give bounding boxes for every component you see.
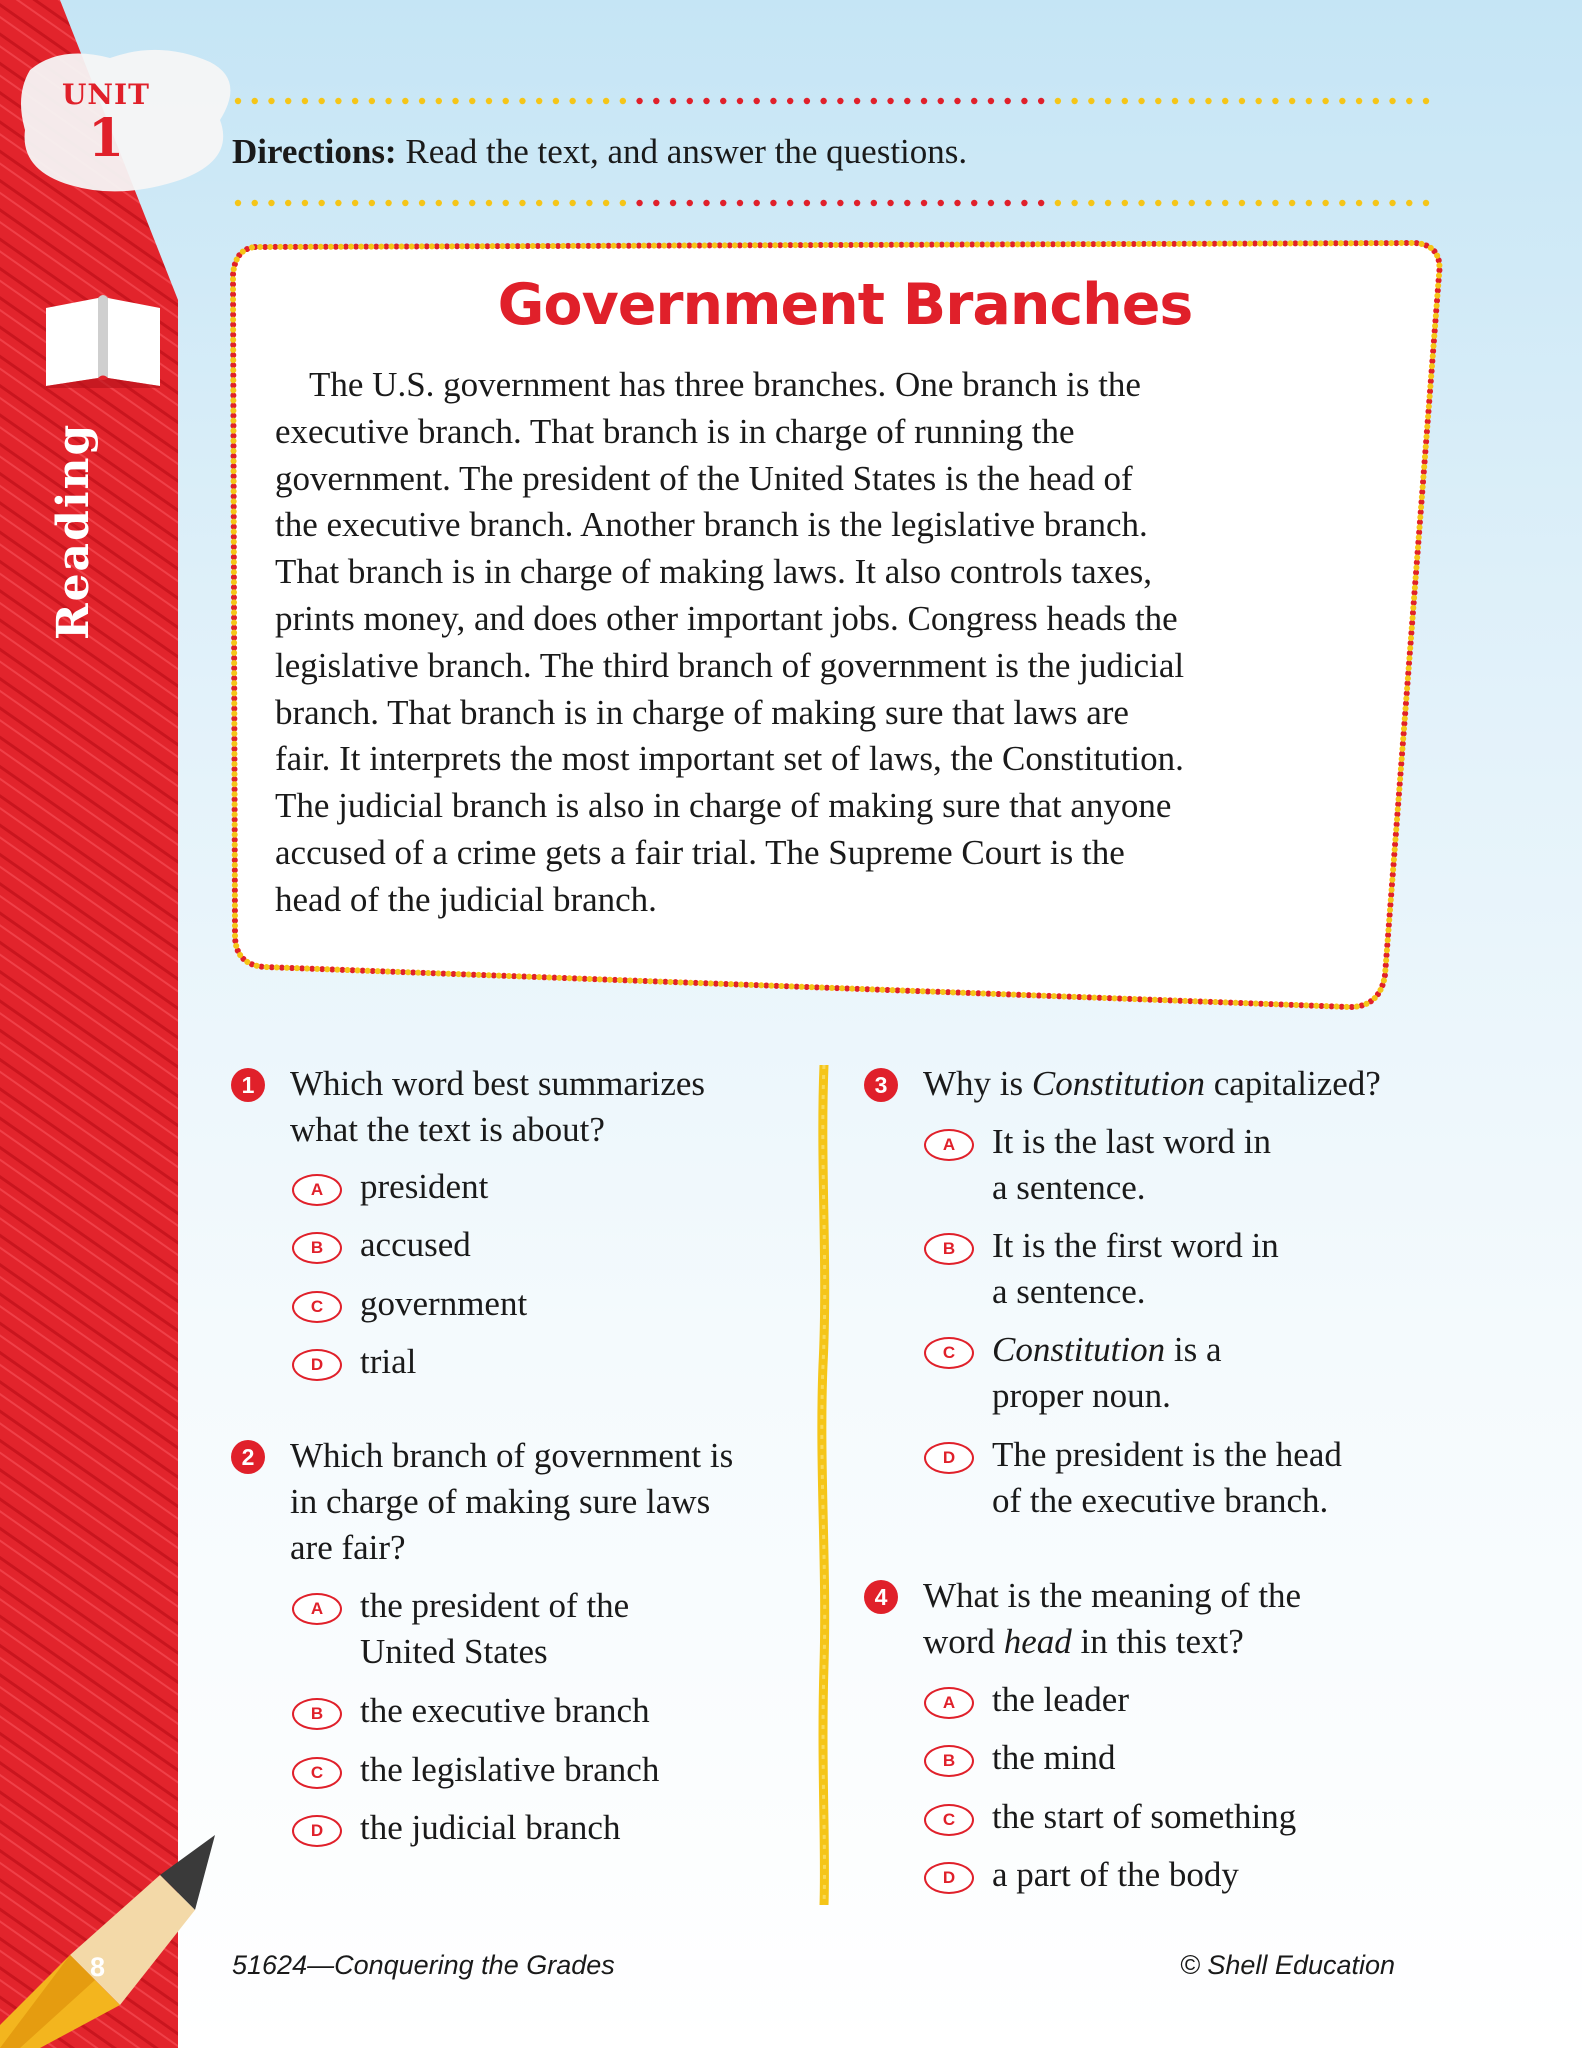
choice-text: the mind <box>992 1738 1116 1777</box>
rule-dot <box>837 98 843 104</box>
rule-dot <box>335 200 341 206</box>
passage-line: the executive branch. Another branch is the legislative branch. <box>275 505 1148 545</box>
rule-dot <box>837 200 843 206</box>
rule-dot <box>754 98 760 104</box>
question-line: are fair? <box>290 1528 406 1567</box>
rule-dot <box>1373 200 1379 206</box>
passage-line: legislative branch. The third branch of government is the judicial <box>275 645 1185 685</box>
rule-dot <box>1055 200 1061 206</box>
question-line: Which branch of government is <box>290 1436 734 1475</box>
rule-dot <box>770 98 776 104</box>
passage-line: head of the judicial branch. <box>275 879 657 919</box>
choice-line: of the executive branch. <box>992 1481 1329 1520</box>
question-line: what the text is about? <box>290 1110 605 1149</box>
rule-dot <box>469 98 475 104</box>
rule-dot <box>519 98 525 104</box>
rule-dot <box>787 98 793 104</box>
question-number: 1 <box>231 1068 265 1102</box>
rule-dot <box>653 98 659 104</box>
rule-dot <box>1222 98 1228 104</box>
question-text <box>923 1573 1301 1665</box>
rule-dot <box>1373 98 1379 104</box>
passage-line: prints money, and does other important jobs. Congress heads the <box>275 598 1178 638</box>
rule-dot <box>1406 200 1412 206</box>
rule-dot <box>318 98 324 104</box>
rule-dot <box>1172 98 1178 104</box>
rule-dot <box>369 98 375 104</box>
rule-dot <box>703 200 709 206</box>
rule-dot <box>670 98 676 104</box>
dotted-rule-bottom <box>232 198 1432 208</box>
rule-dot <box>988 98 994 104</box>
rule-dot <box>1172 200 1178 206</box>
rule-dot <box>854 98 860 104</box>
rule-dot <box>385 200 391 206</box>
answer-bubble[interactable]: A <box>924 1129 974 1161</box>
choice-line: It is the last word in <box>992 1122 1271 1161</box>
directions-label: Directions: <box>232 132 397 171</box>
rule-dot <box>871 98 877 104</box>
rule-dot <box>235 98 241 104</box>
question-number: 2 <box>231 1440 265 1474</box>
rule-dot <box>1004 98 1010 104</box>
rule-dot <box>436 200 442 206</box>
rule-dot <box>402 98 408 104</box>
rule-dot <box>302 200 308 206</box>
rule-dot <box>687 200 693 206</box>
rule-dot <box>1071 98 1077 104</box>
rule-dot <box>737 98 743 104</box>
rule-dot <box>904 200 910 206</box>
choice-text: trial <box>360 1342 417 1381</box>
passage-title: Government Branches <box>497 272 1193 338</box>
passage-body <box>275 362 1335 924</box>
choice-text <box>992 1223 1279 1315</box>
answer-bubble[interactable]: D <box>924 1442 974 1474</box>
rule-dot <box>921 200 927 206</box>
choice-line: a sentence. <box>992 1272 1146 1311</box>
rule-dot <box>252 200 258 206</box>
answer-bubble[interactable]: B <box>924 1233 974 1265</box>
rule-dot <box>1105 200 1111 206</box>
rule-dot <box>235 200 241 206</box>
rule-dot <box>1289 98 1295 104</box>
choice-line: proper noun. <box>992 1376 1171 1415</box>
rule-dot <box>486 200 492 206</box>
rule-dot <box>636 200 642 206</box>
rule-dot <box>787 200 793 206</box>
rule-dot <box>971 98 977 104</box>
question-line: in charge of making sure laws <box>290 1482 711 1521</box>
rule-dot <box>369 200 375 206</box>
answer-bubble[interactable]: B <box>292 1698 342 1730</box>
rule-dot <box>687 98 693 104</box>
answer-bubble[interactable]: C <box>292 1757 342 1789</box>
rule-dot <box>335 98 341 104</box>
rule-dot <box>569 98 575 104</box>
rule-dot <box>1306 200 1312 206</box>
answer-bubble[interactable]: D <box>924 1862 974 1894</box>
rule-dot <box>1189 200 1195 206</box>
rule-dot <box>938 98 944 104</box>
rule-dot <box>252 98 258 104</box>
column-divider <box>812 1065 836 1905</box>
rule-dot <box>385 98 391 104</box>
rule-dot <box>1071 200 1077 206</box>
rule-dot <box>586 200 592 206</box>
unit-label: UNIT <box>62 78 150 111</box>
choice-rest: is a <box>1165 1330 1222 1369</box>
rule-dot <box>1088 98 1094 104</box>
question-line <box>923 1619 1301 1665</box>
rule-dot <box>1038 98 1044 104</box>
rule-dot <box>1423 200 1429 206</box>
question-line: Which word best summarizes <box>290 1064 706 1103</box>
rule-dot <box>1222 200 1228 206</box>
passage-line: That branch is in charge of making laws. It also controls taxes, <box>275 552 1153 592</box>
choice-text: the legislative branch <box>360 1750 660 1789</box>
rule-dot <box>1239 98 1245 104</box>
question-italic-word: Constitution <box>1031 1064 1205 1103</box>
rule-dot <box>1255 200 1261 206</box>
rule-dot <box>469 200 475 206</box>
choice-text: a part of the body <box>992 1855 1239 1894</box>
passage-line: government. The president of the United States is the head of <box>275 458 1133 498</box>
choice-text <box>360 1583 629 1675</box>
rule-dot <box>1155 200 1161 206</box>
rule-dot <box>1021 200 1027 206</box>
rule-dot <box>1088 200 1094 206</box>
question-text <box>923 1061 1381 1107</box>
question-prefix: Why is <box>923 1064 1032 1103</box>
rule-dot <box>536 200 542 206</box>
rule-dot <box>536 98 542 104</box>
rule-dot <box>1339 200 1345 206</box>
rule-dot <box>1389 200 1395 206</box>
rule-dot <box>1138 98 1144 104</box>
rule-dot <box>1155 98 1161 104</box>
question-line: What is the meaning of the <box>923 1576 1302 1615</box>
rule-dot <box>503 200 509 206</box>
question-line <box>923 1061 1381 1107</box>
rule-dot <box>620 98 626 104</box>
choice-text <box>992 1432 1342 1524</box>
choice-text: the leader <box>992 1680 1129 1719</box>
answer-bubble[interactable]: C <box>924 1337 974 1369</box>
rule-dot <box>887 98 893 104</box>
rule-dot <box>436 98 442 104</box>
rule-dot <box>770 200 776 206</box>
rule-dot <box>938 200 944 206</box>
rule-dot <box>1122 98 1128 104</box>
rule-dot <box>519 200 525 206</box>
rule-dot <box>904 98 910 104</box>
answer-bubble[interactable]: A <box>924 1687 974 1719</box>
directions-text: Read the text, and answer the questions. <box>405 132 968 171</box>
answer-bubble[interactable]: A <box>292 1593 342 1625</box>
open-book-icon <box>38 278 168 388</box>
rule-dot <box>268 200 274 206</box>
rule-dot <box>569 200 575 206</box>
subject-label: Reading <box>48 422 99 640</box>
rule-dot <box>1406 98 1412 104</box>
rule-dot <box>586 98 592 104</box>
rule-dot <box>1205 200 1211 206</box>
rule-dot <box>954 98 960 104</box>
rule-dot <box>954 200 960 206</box>
rule-dot <box>737 200 743 206</box>
rule-dot <box>871 200 877 206</box>
choice-text: accused <box>360 1225 471 1264</box>
rule-dot <box>921 98 927 104</box>
passage-line: fair. It interprets the most important set of laws, the Constitution. <box>275 739 1184 779</box>
passage-line: branch. That branch is in charge of making sure that laws are <box>275 692 1129 732</box>
question-italic-word: head <box>1003 1622 1072 1661</box>
rule-dot <box>636 98 642 104</box>
dotted-rule-top <box>232 96 1432 106</box>
rule-dot <box>653 200 659 206</box>
rule-dot <box>452 98 458 104</box>
rule-dot <box>1038 200 1044 206</box>
choice-line <box>992 1327 1221 1373</box>
choice-text: the executive branch <box>360 1691 650 1730</box>
rule-dot <box>620 200 626 206</box>
rule-dot <box>887 200 893 206</box>
rule-dot <box>553 98 559 104</box>
answer-bubble[interactable]: A <box>292 1174 342 1206</box>
rule-dot <box>1138 200 1144 206</box>
rule-dot <box>1189 98 1195 104</box>
rule-dot <box>1289 200 1295 206</box>
rule-dot <box>1272 200 1278 206</box>
rule-dot <box>1021 98 1027 104</box>
rule-dot <box>603 200 609 206</box>
question-number: 3 <box>864 1068 898 1102</box>
choice-line: the president of the <box>360 1586 630 1625</box>
rule-dot <box>670 200 676 206</box>
rule-dot <box>1239 200 1245 206</box>
choice-italic-word: Constitution <box>992 1330 1166 1369</box>
rule-dot <box>268 98 274 104</box>
rule-dot <box>402 200 408 206</box>
rule-dot <box>720 200 726 206</box>
rule-dot <box>352 98 358 104</box>
rule-dot <box>352 200 358 206</box>
rule-dot <box>452 200 458 206</box>
answer-bubble[interactable]: C <box>924 1804 974 1836</box>
question-suffix: capitalized? <box>1204 1064 1381 1103</box>
rule-dot <box>971 200 977 206</box>
rule-dot <box>1356 98 1362 104</box>
rule-dot <box>1105 98 1111 104</box>
rule-dot <box>1356 200 1362 206</box>
rule-dot <box>720 98 726 104</box>
question-suffix: in this text? <box>1071 1622 1244 1661</box>
choice-text: president <box>360 1167 489 1206</box>
answer-bubble[interactable]: B <box>292 1232 342 1264</box>
rule-dot <box>988 200 994 206</box>
rule-dot <box>302 98 308 104</box>
rule-dot <box>804 200 810 206</box>
rule-dot <box>419 200 425 206</box>
rule-dot <box>419 98 425 104</box>
passage-line: executive branch. That branch is in charge of running the <box>275 411 1075 451</box>
choice-text: government <box>360 1284 528 1323</box>
directions <box>232 132 967 172</box>
answer-bubble[interactable]: B <box>924 1745 974 1777</box>
passage-line: The judicial branch is also in charge of making sure that anyone <box>275 786 1172 826</box>
question-text <box>290 1061 705 1153</box>
choice-line: a sentence. <box>992 1168 1146 1207</box>
choice-text: the start of something <box>992 1797 1297 1836</box>
rule-dot <box>754 200 760 206</box>
rule-dot <box>1423 98 1429 104</box>
rule-dot <box>486 98 492 104</box>
answer-bubble[interactable]: D <box>292 1815 342 1847</box>
page-number: 8 <box>90 1952 106 1982</box>
pencil-icon <box>0 1835 230 2048</box>
rule-dot <box>503 98 509 104</box>
unit-badge-background <box>20 40 250 200</box>
rule-dot <box>285 200 291 206</box>
rule-dot <box>553 200 559 206</box>
rule-dot <box>1389 98 1395 104</box>
rule-dot <box>1272 98 1278 104</box>
rule-dot <box>1306 98 1312 104</box>
choice-text <box>992 1119 1271 1211</box>
rule-dot <box>1322 200 1328 206</box>
passage-line: accused of a crime gets a fair trial. The Supreme Court is the <box>275 832 1125 872</box>
rule-dot <box>318 200 324 206</box>
footer-copyright: © Shell Education <box>1180 1950 1396 1980</box>
unit-number: 1 <box>88 108 125 169</box>
rule-dot <box>285 98 291 104</box>
rule-dot <box>1339 98 1345 104</box>
rule-dot <box>1122 200 1128 206</box>
rule-dot <box>1205 98 1211 104</box>
rule-dot <box>854 200 860 206</box>
footer-book-title: 51624—Conquering the Grades <box>232 1950 615 1980</box>
choice-line: United States <box>360 1632 548 1671</box>
answer-bubble[interactable]: C <box>292 1291 342 1323</box>
rule-dot <box>1055 98 1061 104</box>
rule-dot <box>703 98 709 104</box>
answer-bubble[interactable]: D <box>292 1349 342 1381</box>
choice-text: the judicial branch <box>360 1808 621 1847</box>
rule-dot <box>820 200 826 206</box>
question-text <box>290 1433 733 1571</box>
question-prefix: word <box>923 1622 1004 1661</box>
rule-dot <box>820 98 826 104</box>
rule-dot <box>804 98 810 104</box>
rule-dot <box>603 98 609 104</box>
choice-text <box>992 1327 1221 1419</box>
rule-dot <box>1322 98 1328 104</box>
rule-dot <box>1004 200 1010 206</box>
passage-line: The U.S. government has three branches. One branch is the <box>309 365 1141 404</box>
rule-dot <box>1255 98 1261 104</box>
choice-line: The president is the head <box>992 1435 1342 1474</box>
question-number: 4 <box>864 1580 898 1614</box>
choice-line: It is the first word in <box>992 1226 1279 1265</box>
